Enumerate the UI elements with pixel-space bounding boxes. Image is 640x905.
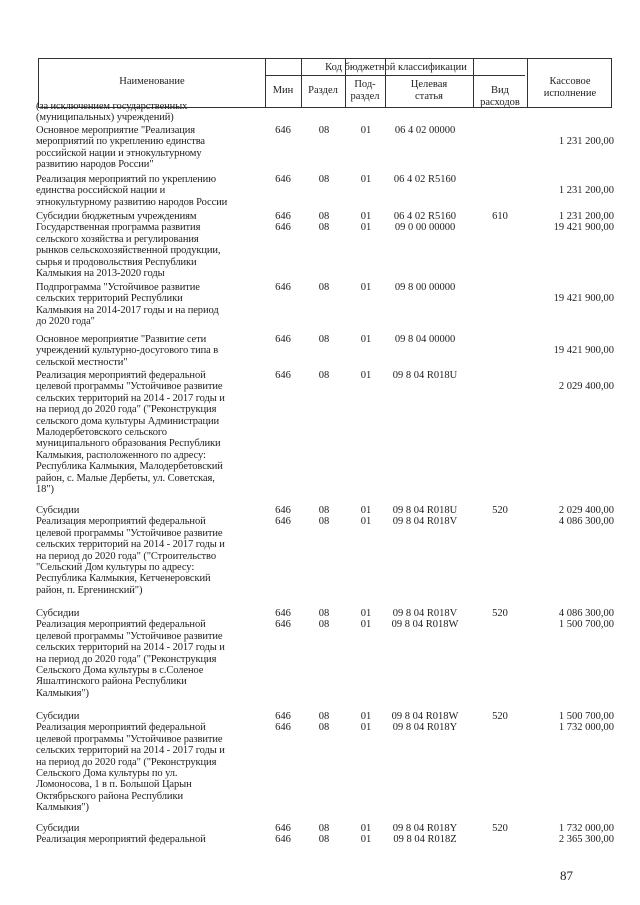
page-number: 87 xyxy=(560,868,573,883)
amount: 1 732 000,00 xyxy=(558,722,614,734)
amount: 1 500 700,00 xyxy=(558,711,614,722)
code-razdel: 08 08 xyxy=(318,505,330,528)
header-kassovoe: Кассовое исполнение xyxy=(543,76,597,99)
code-podrazdel: 01 xyxy=(360,282,372,293)
header-vid: Вид расходов xyxy=(480,85,520,108)
code-ministry: 646 646 xyxy=(275,823,291,846)
row-name: Субсидии Реализация мероприятий федеральной целевой программы "Устойчивое развитие сельских территорий на 2014 - 2017 годы и на период до 2020 года" ("Строительство "Сельский Дом культуры по адресу: Республика Калмыкия, Кетченеровский район, п. Ергенинский") xyxy=(36,505,225,596)
code-podrazdel: 01 01 xyxy=(360,823,372,846)
code-ministry: 646 646 xyxy=(275,608,291,631)
row-name: Субсидии Реализация мероприятий федеральной xyxy=(36,823,206,846)
amount: 1 231 200,00 xyxy=(558,136,614,147)
amount: 4 086 300,00 xyxy=(558,516,614,528)
row-name: Подпрограмма "Устойчивое развитие сельских территорий Республики Калмыкия на 2014-2017 годы и на период до 2020 года" xyxy=(36,282,219,328)
code-vid: 520 xyxy=(492,711,508,722)
amount: 19 421 900,00 xyxy=(553,293,614,304)
code-razdel: 08 xyxy=(318,125,330,136)
amount: 1 732 000,00 xyxy=(558,823,614,834)
code-celevaya: 09 8 04 R018U 09 8 04 R018V xyxy=(392,505,458,528)
code-celevaya: 09 8 04 R018V 09 8 04 R018W xyxy=(391,608,459,631)
row-name: Реализация мероприятий по укреплению единства российской нации и этнокультурному развитию народов России xyxy=(36,174,228,208)
code-razdel: 08 08 xyxy=(318,823,330,846)
code-podrazdel: 01 01 xyxy=(360,608,372,631)
code-razdel: 08 xyxy=(318,334,330,345)
header-min: Мин xyxy=(272,85,294,96)
code-podrazdel: 01 01 xyxy=(360,505,372,528)
code-celevaya: 06 4 02 R5160 xyxy=(393,174,457,185)
row-name: Основное мероприятие "Развитие сети учреждений культурно-досугового типа в сельской местности" xyxy=(36,334,219,368)
code-celevaya: 09 8 00 00000 xyxy=(394,282,456,293)
code-vid: 610 xyxy=(492,211,508,222)
code-ministry: 646 xyxy=(275,282,291,293)
code-razdel: 08 xyxy=(318,370,330,381)
code-celevaya: 09 8 04 00000 xyxy=(394,334,456,345)
row-name: Реализация мероприятий федеральной целевой программы "Устойчивое развитие сельских территорий на 2014 - 2017 годы и на период до 2020 года" ("Реконструкция сельского дома культуры Администрации Малодербетовского сельского муниципального образования Республики Калмыкия, расположенного по адресу: Республика Калмыкия, Малодербетовский район, с. Малые Дербеты, ул. Советская, 18") xyxy=(36,370,225,496)
code-ministry: 646 xyxy=(275,125,291,136)
code-ministry: 646 xyxy=(275,334,291,345)
code-ministry: 646 646 xyxy=(275,711,291,734)
code-podrazdel: 01 01 xyxy=(360,711,372,734)
code-podrazdel: 01 xyxy=(360,370,372,381)
code-vid: 520 xyxy=(492,608,508,619)
amount: 1 231 200,00 xyxy=(558,211,614,222)
code-razdel: 08 08 xyxy=(318,711,330,734)
header-podrazdel: Под- раздел xyxy=(350,79,380,102)
code-podrazdel: 01 01 xyxy=(360,211,372,234)
row-name: Субсидии бюджетным учреждениям Государственная программа развития сельского хозяйства и регулирования рынков сельскохозяйственной продукции, сырья и продовольствия Республики Калмыкия на 2013-2020 годы xyxy=(36,211,221,280)
amount: 1 500 700,00 xyxy=(558,619,614,631)
code-razdel: 08 08 xyxy=(318,608,330,631)
header-celevaya: Целевая статья xyxy=(410,79,448,102)
code-ministry: 646 646 xyxy=(275,505,291,528)
code-celevaya: 09 8 04 R018W 09 8 04 R018Y xyxy=(391,711,459,734)
amount: 19 421 900,00 xyxy=(553,222,614,234)
row-name: Субсидии Реализация мероприятий федеральной целевой программы "Устойчивое развитие сельских территорий на 2014 - 2017 годы и на период до 2020 года" ("Реконструкция Сельского Дома культуры в с.Соленое Яшалтинского района Республики Калмыкия") xyxy=(36,608,225,699)
amount: 19 421 900,00 xyxy=(553,345,614,356)
amount: 4 086 300,00 xyxy=(558,608,614,619)
code-razdel: 08 xyxy=(318,174,330,185)
code-podrazdel: 01 xyxy=(360,125,372,136)
code-ministry: 646 646 xyxy=(275,211,291,234)
header-razdel: Раздел xyxy=(308,85,338,96)
code-ministry: 646 xyxy=(275,174,291,185)
row-name: (за исключением государственных (муниципальных) учреждений) xyxy=(36,101,188,124)
code-celevaya: 09 8 04 R018U xyxy=(392,370,458,381)
code-celevaya: 06 4 02 R5160 09 0 00 00000 xyxy=(393,211,457,234)
row-name: Субсидии Реализация мероприятий федеральной целевой программы "Устойчивое развитие сельских территорий на 2014 - 2017 годы и на период до 2020 года" ("Реконструкция Сельского Дома культуры по ул. Ломоносова, 1 в п. Большой Царын Октябрьского района Республики Калмыкия") xyxy=(36,711,225,814)
amount: 2 029 400,00 xyxy=(558,505,614,516)
row-name: Основное мероприятие "Реализация мероприятий по укреплению единства российской нации и этнокультурному развитию народов России" xyxy=(36,125,205,171)
code-celevaya: 09 8 04 R018Y 09 8 04 R018Z xyxy=(392,823,458,846)
code-vid: 520 xyxy=(492,505,508,516)
code-razdel: 08 xyxy=(318,282,330,293)
amount: 2 365 300,00 xyxy=(558,834,614,846)
amount: 2 029 400,00 xyxy=(558,381,614,392)
code-razdel: 08 08 xyxy=(318,211,330,234)
amount: 1 231 200,00 xyxy=(558,185,614,196)
header-kod-group: Код бюджетной классификации xyxy=(325,62,467,73)
code-celevaya: 06 4 02 00000 xyxy=(394,125,456,136)
header-naimenovanie: Наименование xyxy=(119,76,185,87)
code-podrazdel: 01 xyxy=(360,174,372,185)
code-ministry: 646 xyxy=(275,370,291,381)
code-vid: 520 xyxy=(492,823,508,834)
code-podrazdel: 01 xyxy=(360,334,372,345)
